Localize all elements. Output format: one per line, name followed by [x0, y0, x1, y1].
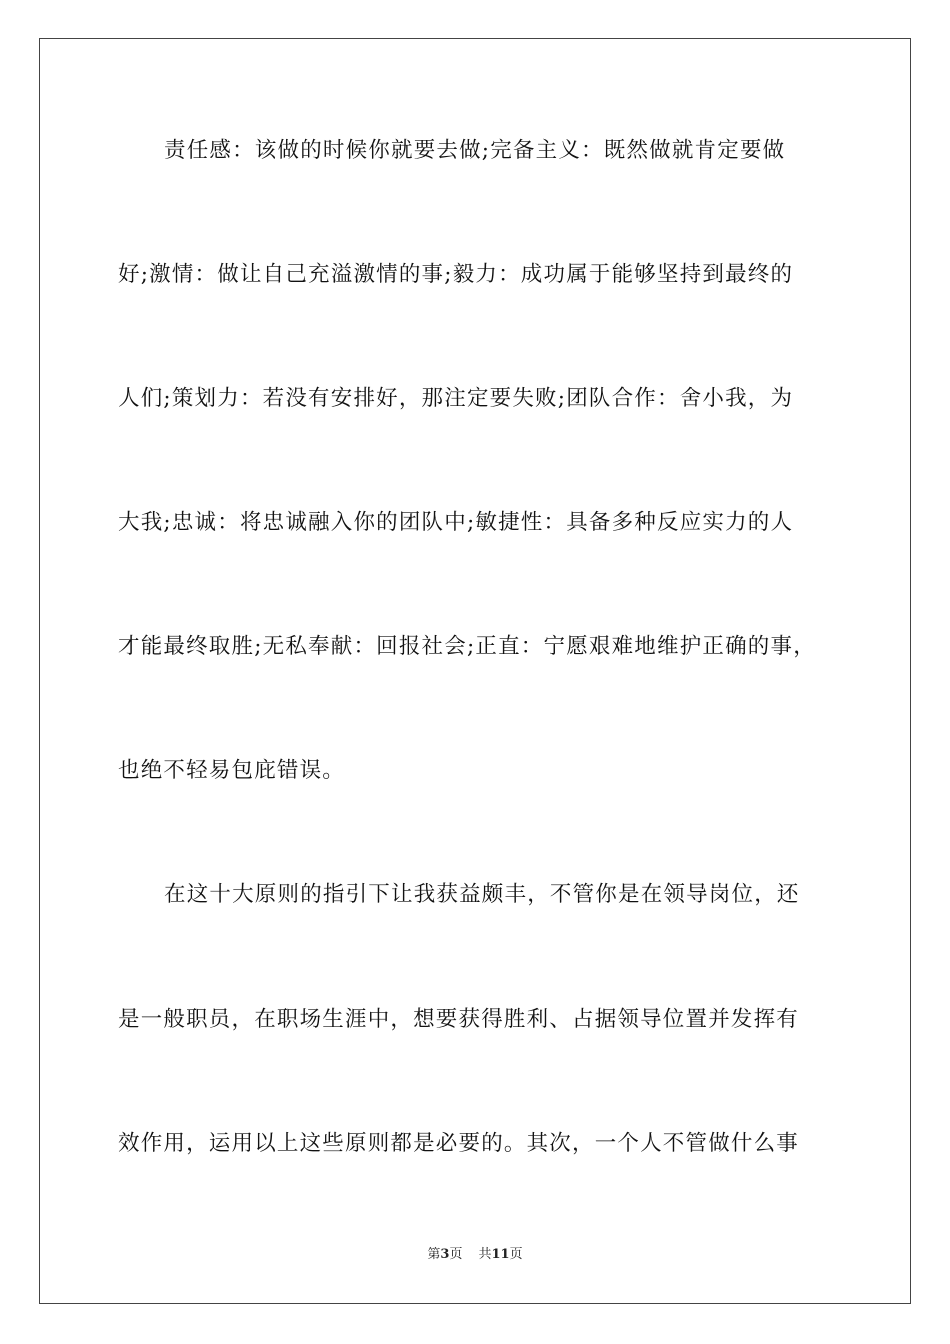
page-footer: [0, 1246, 950, 1264]
footer-total-suffix: 页: [509, 1247, 523, 1262]
paragraph-1-line-5: 才能最终取胜;无私奉献：回报社会;正直：宁愿艰难地维护正确的事，: [118, 634, 816, 659]
paragraph-1-line-2: 好;激情：做让自己充溢激情的事;毅力：成功属于能够坚持到最终的: [118, 262, 794, 287]
paragraph-1-line-4: 大我;忠诚：将忠诚融入你的团队中;敏捷性：具备多种反应实力的人: [118, 510, 794, 535]
paragraph-2-line-1: 在这十大原则的指引下让我获益颇丰，不管你是在领导岗位，还: [164, 882, 800, 907]
paragraph-2-line-3: 效作用，运用以上这些原则都是必要的。其次，一个人不管做什么事: [118, 1131, 800, 1156]
paragraph-1-line-3: 人们;策划力：若没有安排好，那注定要失败;团队合作：舍小我，为: [118, 386, 794, 411]
paragraph-1-line-6: 也绝不轻易包庇错误。: [118, 758, 346, 783]
footer-total-pages: 11: [491, 1247, 510, 1262]
footer-page-prefix: 第: [427, 1247, 441, 1262]
page-border: [39, 38, 911, 1304]
footer-page-number: 3: [440, 1247, 450, 1262]
footer-total-prefix: 共: [478, 1247, 492, 1262]
footer-page-suffix: 页: [449, 1247, 463, 1262]
paragraph-2-line-2: 是一般职员，在职场生涯中，想要获得胜利、占据领导位置并发挥有: [118, 1007, 800, 1032]
paragraph-1-line-1: 责任感：该做的时候你就要去做;完备主义：既然做就肯定要做: [164, 138, 786, 163]
